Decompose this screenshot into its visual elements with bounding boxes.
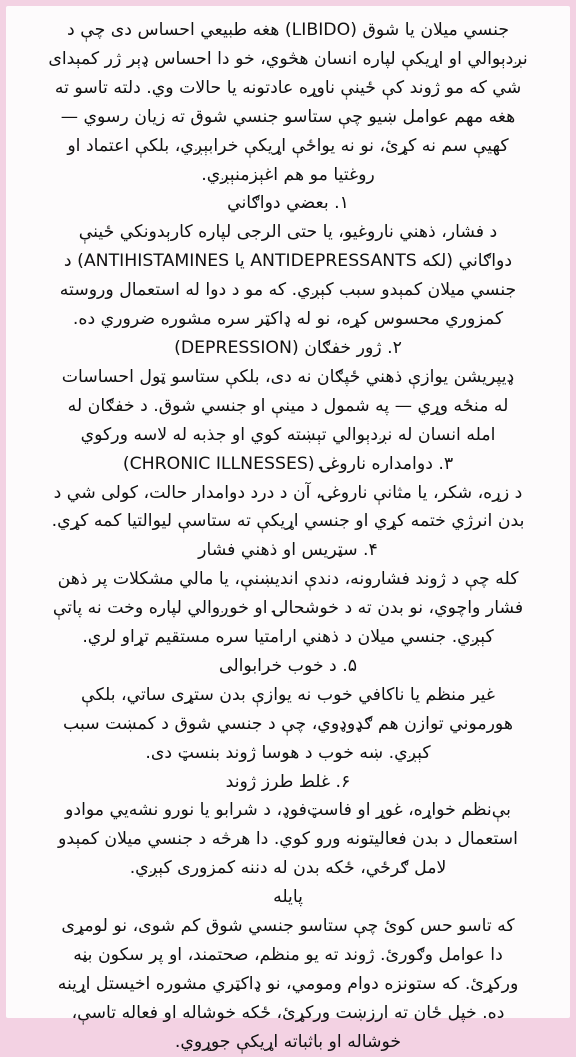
body-line: بدن انرژي ختمه کړي او جنسي اړيکې ته ستاسې ليوالتيا کمه کړي.	[51, 511, 525, 532]
intro-line: شي که مو ژوند کې ځينې ناوړه عادتونه يا حالات وي. دلته تاسو ته	[54, 77, 522, 98]
body-line: کېږي. جنسي ميلان د ذهني ارامتيا سره مستقيم تړاو لري.	[82, 627, 494, 648]
body-line: ورکړئ. که ستونزه دوام ومومي، نو ډاکټري مشوره اخيستل اړينه	[57, 973, 519, 994]
body-line: لامل ګرځي، ځکه بدن له دننه کمزوری کېږي.	[129, 858, 447, 879]
body-line: خوشاله او باثباته اړيکې جوړوي.	[174, 1031, 402, 1052]
body-line: له منځه وړي — په شمول د مينې او جنسي شوق. د خفګان له	[67, 395, 509, 416]
section-heading-sleep: ۵. د خوب خرابوالی	[218, 655, 358, 676]
body-line: امله انسان له نږدېوالي تېښته کوي او جذبه له لاسه ورکوي	[80, 424, 496, 445]
section-body-medications	[22, 218, 554, 334]
body-line: کله چې د ژوند فشارونه، دندې انديښنې، يا مالي مشکلات پر ذهن	[57, 569, 519, 590]
body-line: غير منظم يا ناکافي خوب نه يوازې بدن ستړی ساتي، بلکې	[81, 684, 495, 705]
body-line: کمزوري محسوس کړه، نو له ډاکټر سره مشوره ضروري ده.	[72, 309, 504, 330]
section-heading-lifestyle: ۶. غلط طرز ژوند	[225, 771, 351, 792]
body-line: د فشار، ذهني ناروغيو، يا حتی الرجی لپاره کارېدونکي ځينې	[78, 222, 498, 243]
section-heading-medications: ۱. بعضي دواګاني	[227, 193, 349, 214]
intro-line: نږدېوالي او اړيکې لپاره انسان هڅوي، خو دا احساس ډېر ژر کمېدای	[48, 48, 528, 69]
post-card	[6, 6, 570, 1052]
body-line: استعمال د بدن فعاليتونه ورو کوي. دا هرڅه د جنسي ميلان کمېدو	[58, 829, 518, 850]
body-line: ده. خپل ځان ته ارزښت ورکړئ، ځکه خوشاله او فعاله تاسې،	[71, 1002, 505, 1023]
intro-paragraph	[22, 16, 554, 189]
body-line: جنسي ميلان کمېدو سبب کېږي. که مو د دوا له استعمال وروسته	[59, 280, 517, 301]
section-body-depression	[22, 363, 554, 450]
section-heading-stress: ۴. سټريس او ذهني فشار	[198, 540, 378, 561]
body-line: د زړه، شکر، يا مثانې ناروغۍ، آن د درد دوامدار حالت، کولی شي د	[53, 482, 523, 503]
article-text	[22, 16, 554, 1057]
section-heading-conclusion: پايله	[273, 887, 303, 908]
intro-line: کهیې سم نه کړئ، نو نه يواځې اړيکې خرابېږي، بلکې اعتماد او	[67, 135, 509, 156]
body-line: دواګاني (لکه ANTIDEPRESSANTS يا ANTIHISTAMINES) د	[63, 251, 513, 272]
section-body-sleep	[22, 681, 554, 768]
section-body-conclusion	[22, 912, 554, 1057]
intro-line: هغه مهم عوامل ښيو چې ستاسو جنسي شوق ته زيان رسوي —	[60, 106, 516, 127]
intro-line: جنسي ميلان يا شوق (LIBIDO) هغه طبيعي احساس دی چې د	[67, 20, 509, 40]
section-body-chronic-illnesses	[22, 479, 554, 537]
body-line: هورموني توازن هم ګډوډوي، چې د جنسي شوق د کمښت سبب	[63, 713, 513, 734]
intro-line: روغتيا مو هم اغېزمنېږي.	[201, 164, 375, 185]
body-line: کېږي. ښه خوب د هوسا ژوند بنسټ دی.	[145, 742, 431, 763]
section-body-stress	[22, 565, 554, 652]
body-line: ډيپريشن يوازې ذهني ځپګان نه دی، بلکې ستاسو ټول احساسات	[61, 366, 515, 387]
body-line: دا عوامل وګورئ. ژوند ته يو منظم، صحتمند، او پر سکون بڼه	[73, 945, 503, 965]
body-line: بې‌نظم خواړه، غوړ او فاسټ‌فوډ، د شرابو يا نورو نشه‌يي موادو	[65, 800, 511, 821]
section-body-lifestyle	[22, 796, 554, 883]
body-line: فشار واچوي، نو بدن ته د خوشحالۍ او خوږوالي لپاره وخت نه پاتې	[52, 598, 524, 619]
section-heading-depression: ۲. ژور خفګان (DEPRESSION)	[174, 337, 402, 358]
section-heading-chronic-illnesses: ۳. دوامداره ناروغۍ (CHRONIC ILLNESSES)	[122, 453, 454, 474]
body-line: که تاسو حس کوئ چې ستاسو جنسي شوق کم شوی، نو لومړی	[61, 916, 515, 937]
